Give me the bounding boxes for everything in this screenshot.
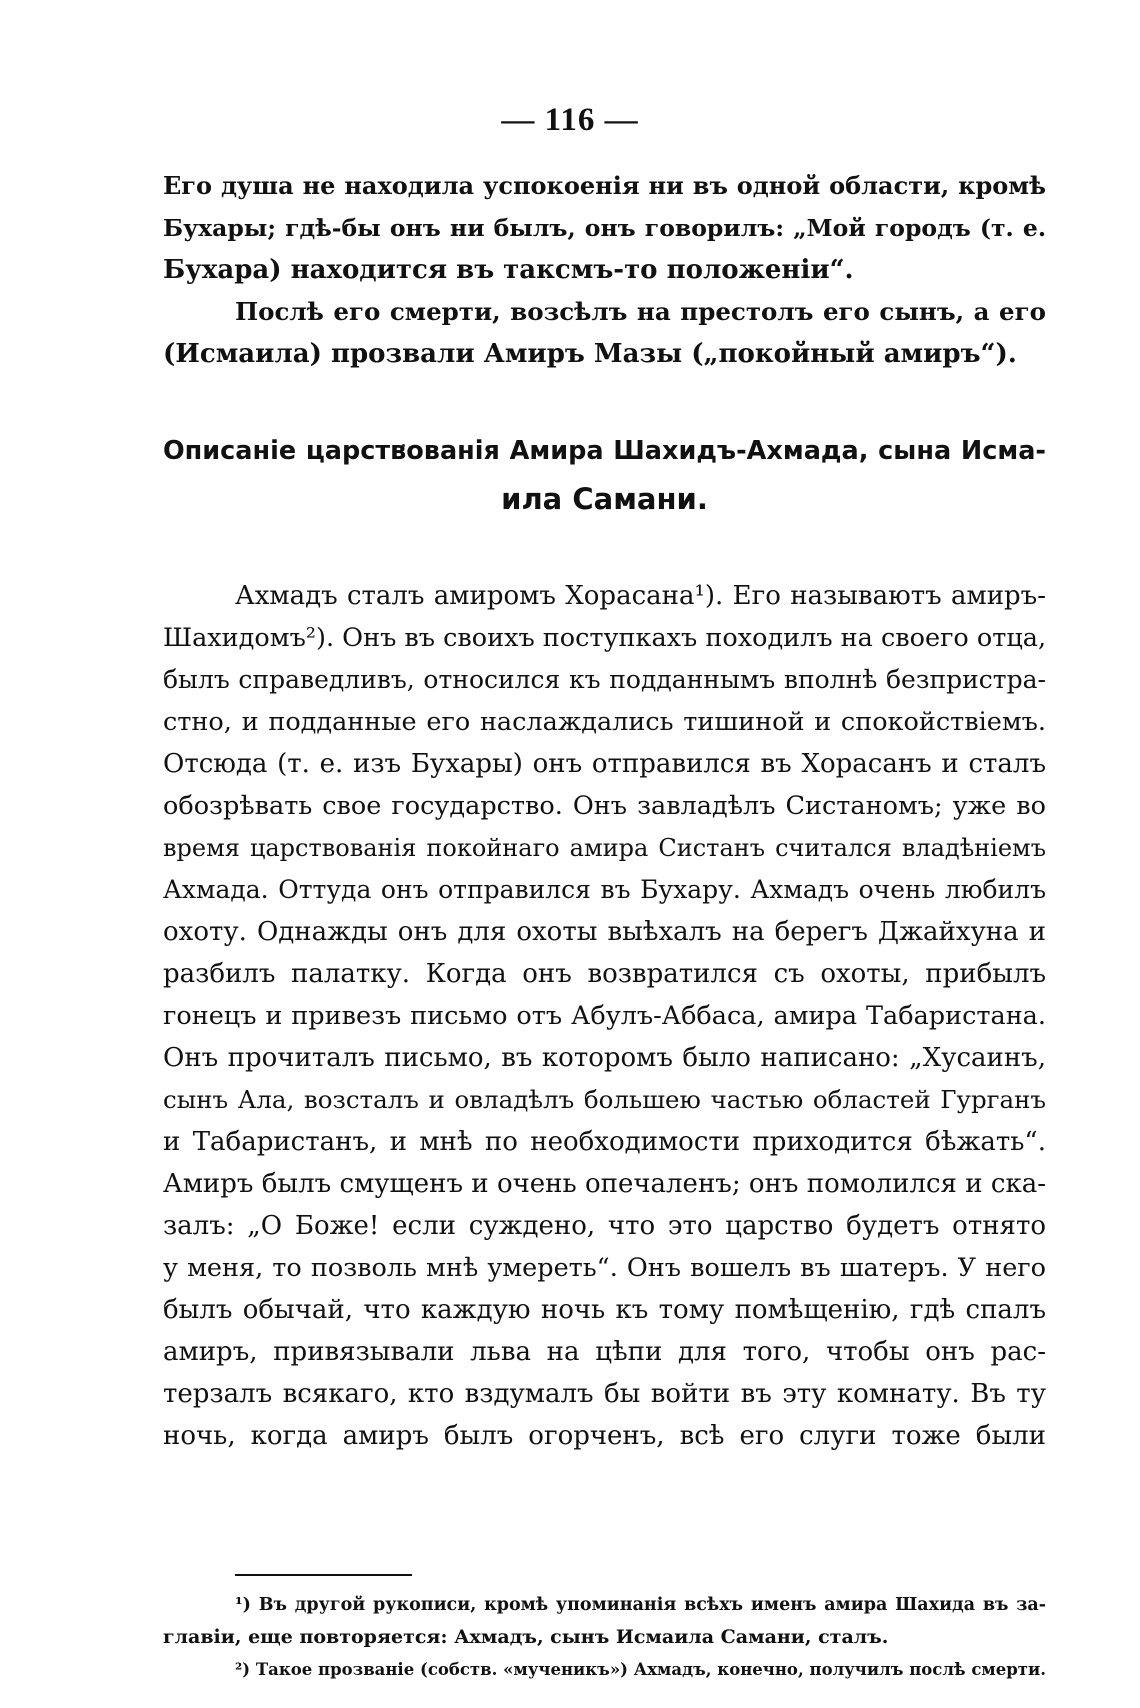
intro-line: Послѣ его смерти, возсѣлъ на престолъ его сынъ, а его <box>235 297 1046 326</box>
footnote-line: ¹) Въ другой рукописи, кромѣ упоминанія всѣхъ именъ амира Шахида въ за- <box>235 1595 1046 1615</box>
body-line: время царствованія покойнаго амира Систанъ считался владѣніемъ <box>163 834 1046 862</box>
body-line: стно, и подданные его наслаждались тишиной и спокойствіемъ. <box>163 707 1046 737</box>
intro-line: (Исмаила) прозвали Амиръ Мазы („покойный амиръ“). <box>163 339 1017 369</box>
intro-line: Бухары; гдѣ-бы онъ ни былъ, онъ говорилъ: „Мой городъ (т. е. <box>163 214 1046 242</box>
body-line: Ахмадъ сталъ амиромъ Хорасана¹). Его называютъ амиръ- <box>235 581 1046 611</box>
section-heading-line-2: ила Самани. <box>501 482 708 516</box>
footnote-line: ²) Такое прозваніе (собств. «мученикъ») Ахмадъ, конечно, получилъ послѣ смерти. <box>235 1660 1046 1679</box>
body-line: Амиръ былъ смущенъ и очень опечаленъ; онъ помолился и ска- <box>163 1169 1046 1199</box>
body-line: Отсюда (т. е. изъ Бухары) онъ отправился въ Хорасанъ и сталъ <box>163 749 1046 779</box>
page-number: — 116 — <box>501 102 639 138</box>
body-line: охоту. Однажды онъ для охоты выѣхалъ на берегъ Джайхуна и <box>163 917 1046 947</box>
body-line: сынъ Ала, возсталъ и овладѣлъ большею частью областей Гурганъ <box>163 1085 1046 1114</box>
section-heading-line-1: Описаніе царствованія Амира Шахидъ-Ахмада, сына Исма- <box>163 436 1046 466</box>
intro-line: Бухара) находится въ таксмъ-то положеніи“. <box>163 255 854 285</box>
body-line: обозрѣвать свое государство. Онъ завладѣлъ Систаномъ; уже во <box>163 791 1046 821</box>
footnote-line: главіи, еще повторяется: Ахмадъ, сынъ Исмаила Самани, сталъ. <box>163 1626 889 1648</box>
body-line: Шахидомъ²). Онъ въ своихъ поступкахъ походилъ на своего отца, <box>163 623 1046 653</box>
body-line: Онъ прочиталъ письмо, въ которомъ было написано: „Хусаинъ, <box>163 1043 1046 1073</box>
body-line: ночь, когда амиръ былъ огорченъ, всѣ его слуги тоже были <box>163 1421 1046 1451</box>
body-line: гонецъ и привезъ письмо отъ Абулъ-Аббаса, амира Табаристана. <box>163 1001 1046 1031</box>
footnote-divider <box>235 1574 412 1576</box>
body-line: терзалъ всякаго, кто вздумалъ бы войти въ эту комнату. Въ ту <box>163 1379 1046 1409</box>
body-line: амиръ, привязывали льва на цѣпи для того, чтобы онъ рас- <box>163 1337 1046 1367</box>
body-line: Ахмада. Оттуда онъ отправился въ Бухару. Ахмадъ очень любилъ <box>163 875 1046 904</box>
body-line: и Табаристанъ, и мнѣ по необходимости приходится бѣжать“. <box>163 1127 1046 1157</box>
body-line: залъ: „О Боже! если суждено, что это царство будетъ отнято <box>163 1211 1046 1241</box>
intro-line: Его душа не находила успокоенія ни въ одной области, кромѣ <box>163 171 1046 200</box>
body-line: былъ обычай, что каждую ночь къ тому помѣщенію, гдѣ спалъ <box>163 1295 1046 1325</box>
body-line: разбилъ палатку. Когда онъ возвратился съ охоты, прибылъ <box>163 959 1046 989</box>
body-line: былъ справедливъ, относился къ подданнымъ вполнѣ безпристра- <box>163 665 1046 694</box>
body-line: у меня, то позволь мнѣ умереть“. Онъ вошелъ въ шатеръ. У него <box>163 1253 1046 1283</box>
